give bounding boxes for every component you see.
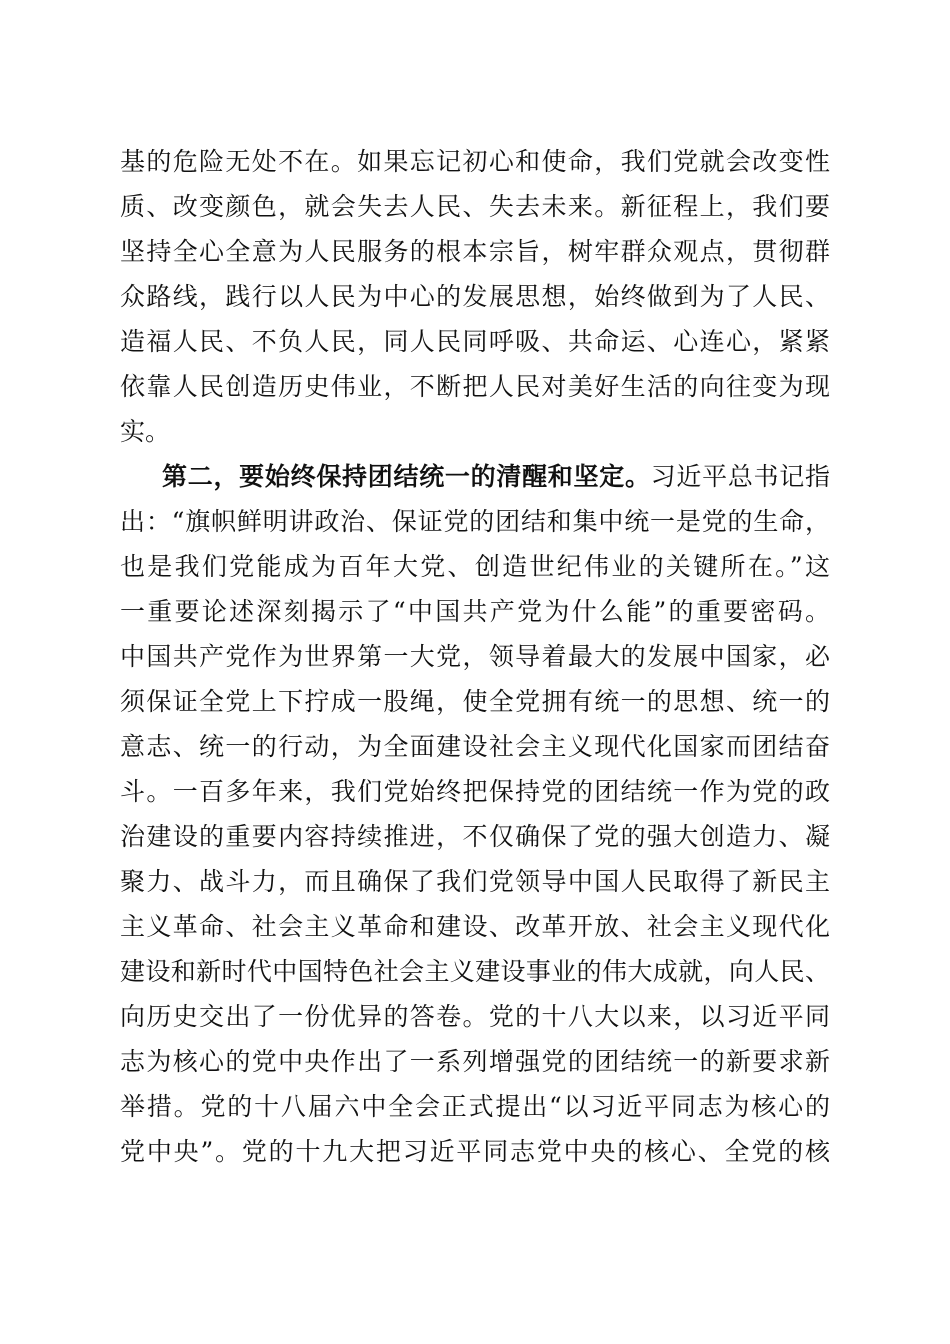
paragraph-1-line-4: 众路线，践行以人民为中心的发展思想，始终做到为了人民、 — [120, 282, 830, 311]
paragraph-2-line-12: 建设和新时代中国特色社会主义建设事业的伟大成就，向人民、 — [120, 957, 830, 986]
paragraph-1-line-5: 造福人民、不负人民，同人民同呼吸、共命运、心连心，紧紧 — [120, 327, 830, 356]
paragraph-2-line-8: 斗。一百多年来，我们党始终把保持党的团结统一作为党的政 — [120, 777, 830, 806]
paragraph-2-line-9: 治建设的重要内容持续推进，不仅确保了党的强大创造力、凝 — [120, 822, 830, 851]
paragraph-1-line-1: 基的危险无处不在。如果忘记初心和使命，我们党就会改变性 — [120, 147, 830, 176]
paragraph-2-line-15: 举措。党的十八届六中全会正式提出“以习近平同志为核心的 — [120, 1092, 830, 1121]
paragraph-2-first-line-rest: 习近平总书记指 — [650, 462, 830, 491]
paragraph-2-line-7: 意志、统一的行动，为全面建设社会主义现代化国家而团结奋 — [120, 732, 830, 761]
paragraph-2-heading: 第二，要始终保持团结统一的清醒和坚定。 — [162, 462, 651, 491]
paragraph-2-line-10: 聚力、战斗力，而且确保了我们党领导中国人民取得了新民主 — [120, 867, 830, 896]
paragraph-1-line-2: 质、改变颜色，就会失去人民、失去未来。新征程上，我们要 — [120, 192, 830, 221]
paragraph-1-line-7: 实。 — [120, 417, 171, 446]
paragraph-2-line-5: 中国共产党作为世界第一大党，领导着最大的发展中国家，必 — [120, 642, 830, 671]
paragraph-2-line-3: 也是我们党能成为百年大党、创造世纪伟业的关键所在。”这 — [120, 552, 830, 581]
paragraph-2-line-2: 出：“旗帜鲜明讲政治、保证党的团结和集中统一是党的生命， — [120, 507, 830, 536]
paragraph-2-line-11: 主义革命、社会主义革命和建设、改革开放、社会主义现代化 — [120, 912, 830, 941]
paragraph-2-line-4: 一重要论述深刻揭示了“中国共产党为什么能”的重要密码。 — [120, 597, 830, 626]
paragraph-1-line-6: 依靠人民创造历史伟业，不断把人民对美好生活的向往变为现 — [120, 372, 830, 401]
paragraph-2-line-14: 志为核心的党中央作出了一系列增强党的团结统一的新要求新 — [120, 1047, 830, 1076]
paragraph-2-line-6: 须保证全党上下拧成一股绳，使全党拥有统一的思想、统一的 — [120, 687, 830, 716]
paragraph-1-line-3: 坚持全心全意为人民服务的根本宗旨，树牢群众观点，贯彻群 — [120, 237, 830, 266]
paragraph-2-line-1 — [162, 455, 830, 499]
paragraph-2-line-16: 党中央”。党的十九大把习近平同志党中央的核心、全党的核 — [120, 1137, 830, 1166]
paragraph-2-line-13: 向历史交出了一份优异的答卷。党的十八大以来，以习近平同 — [120, 1002, 830, 1031]
